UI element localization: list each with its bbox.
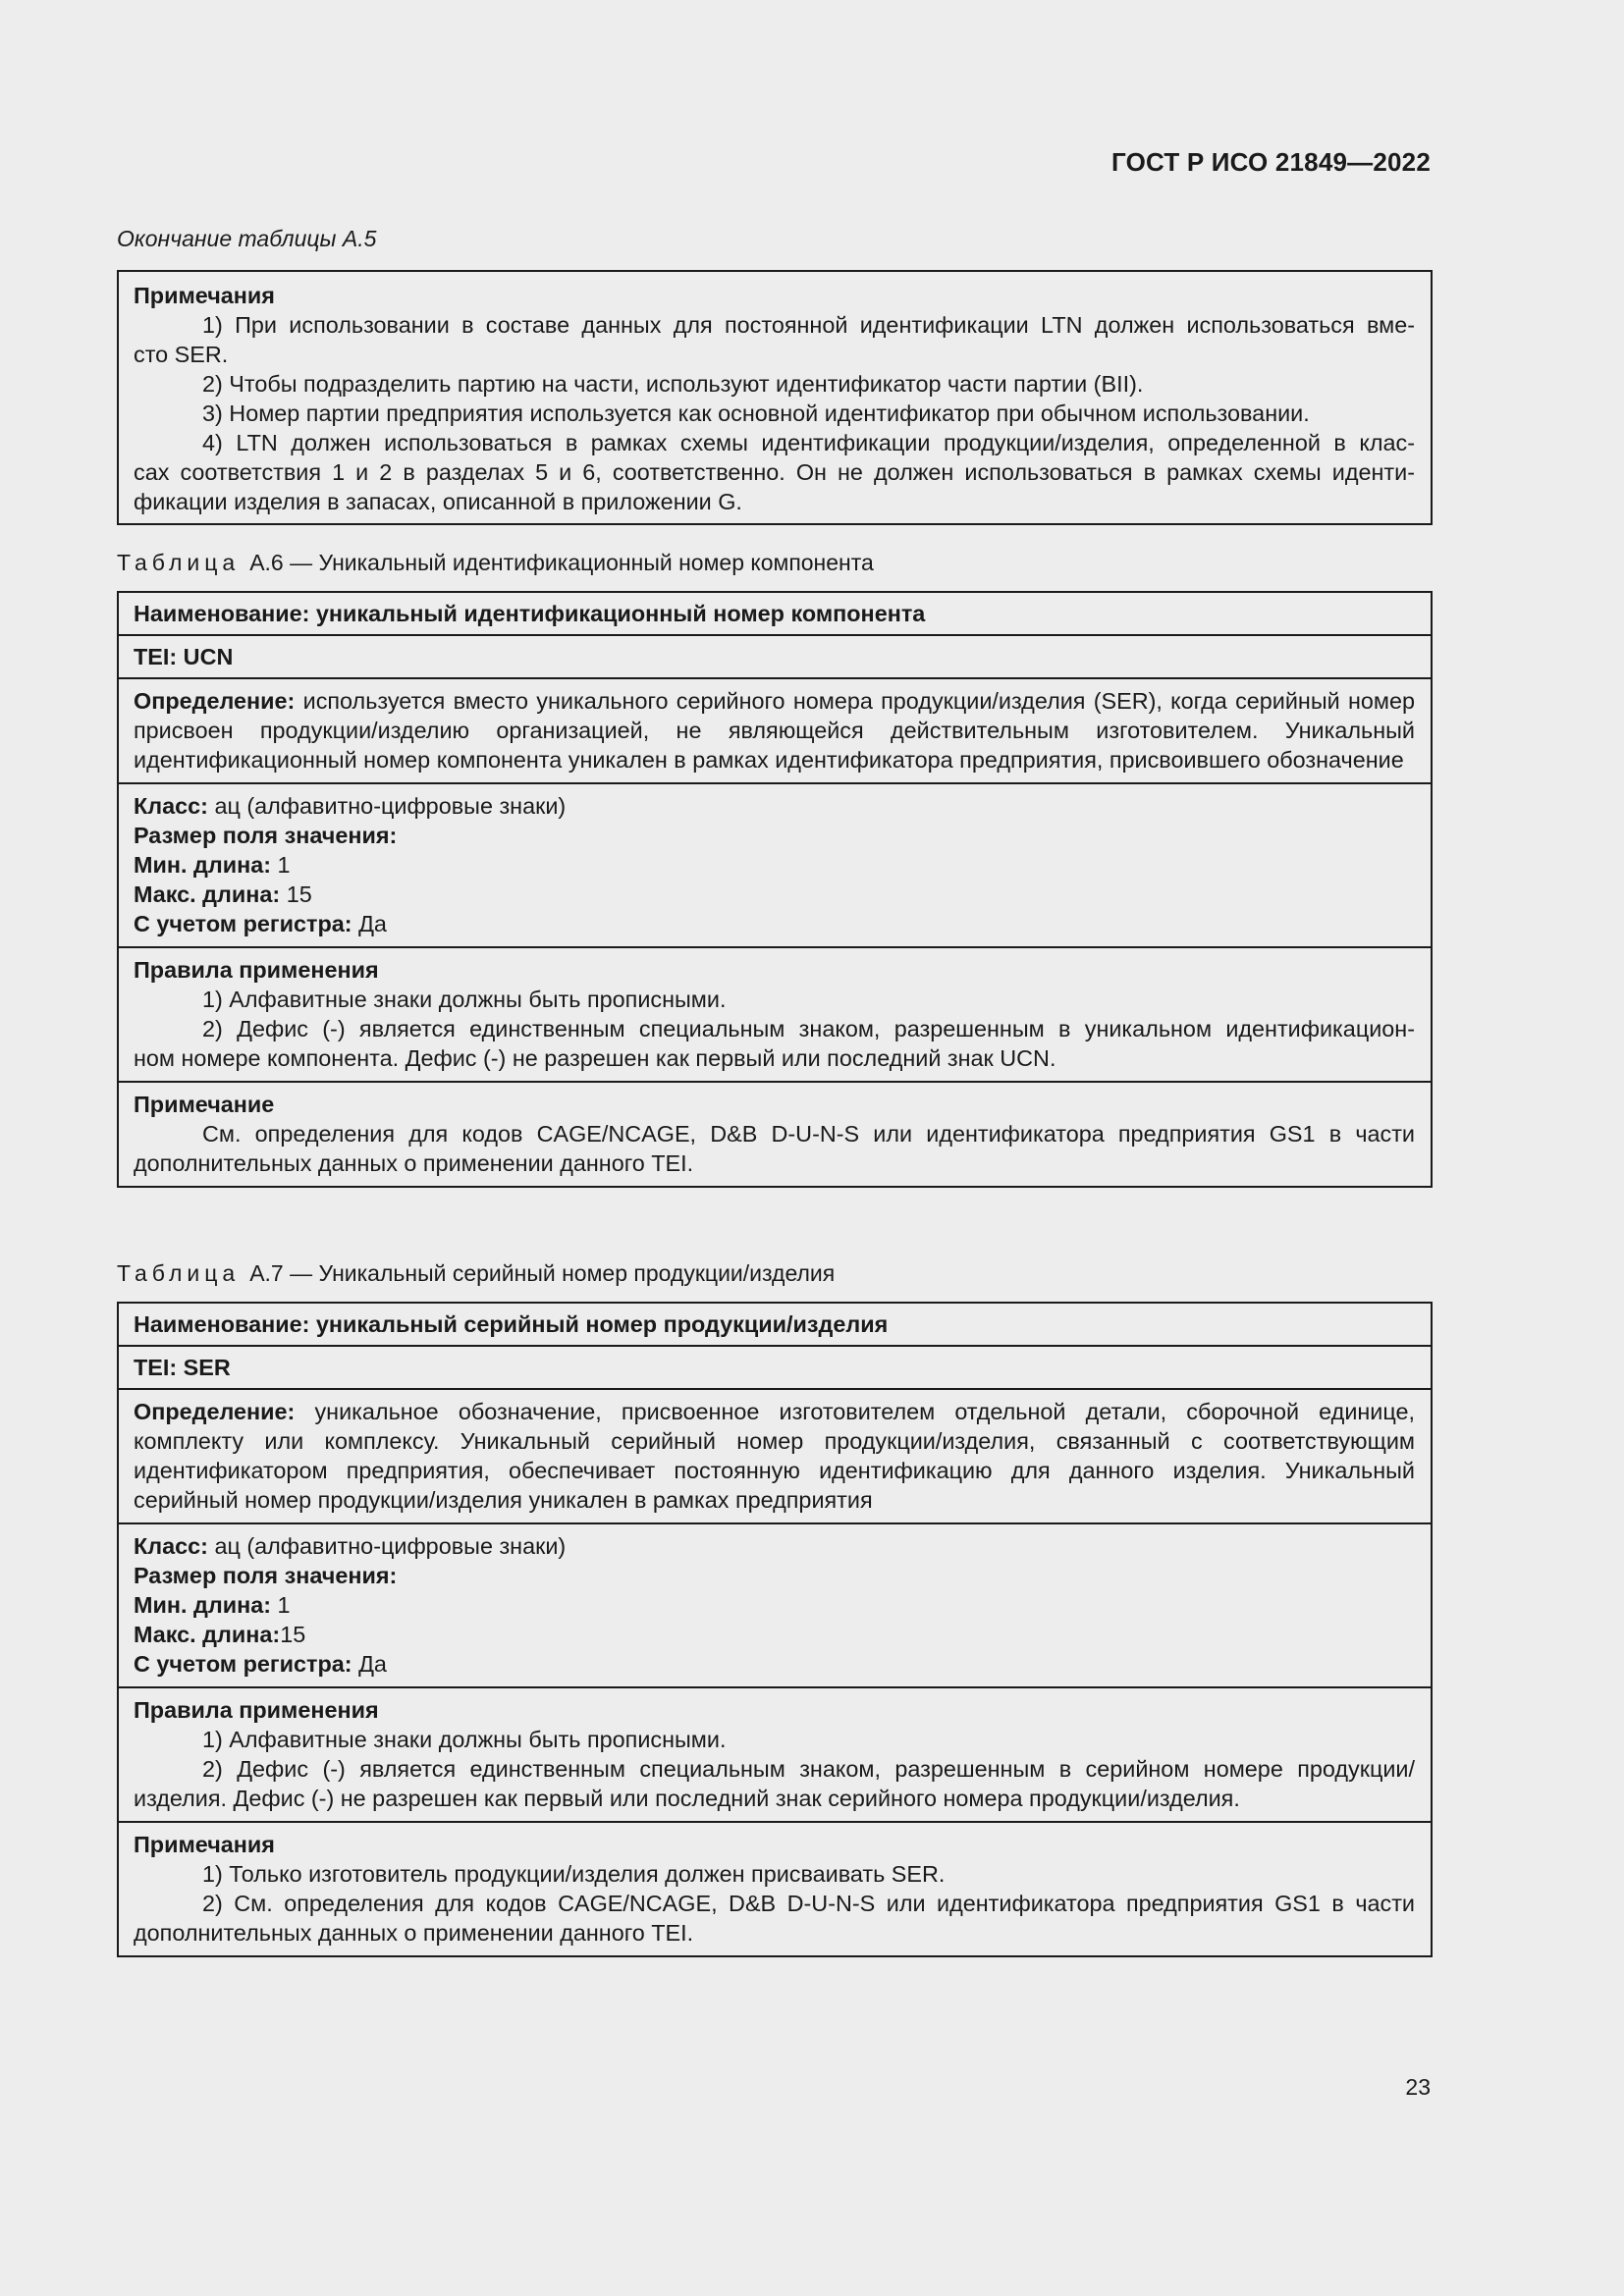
table-a6 bbox=[117, 591, 1433, 1188]
note-2: 2) Чтобы подразделить партию на части, используют идентификатор части партии (BII). bbox=[202, 371, 1144, 397]
table-a5-notes bbox=[117, 270, 1433, 525]
rules-title: Правила применения bbox=[134, 957, 379, 983]
note-line-2: дополнительных данных о применении данного TEI. bbox=[134, 1150, 694, 1176]
table-a7-class-row: Класс: ац (алфавитно-цифровые знаки) Размер поля значения: Мин. длина: 1 Макс. длина:15 С учетом регистра: Да bbox=[118, 1523, 1432, 1687]
case-sensitive-value: Да bbox=[358, 1651, 387, 1677]
table-a7-caption-word: Таблица bbox=[117, 1260, 241, 1286]
max-length-value: 15 bbox=[280, 1622, 306, 1647]
page-number: 23 bbox=[1405, 2074, 1431, 2100]
note-2-line-2: дополнительных данных о применении данного TEI. bbox=[134, 1920, 694, 1946]
definition-text: уникальное обозначение, присвоенное изготовителем отдельной детали, сборочной единице, комплекту или комплексу. Уникальный серийный номер продукции/изделия, связанный с соответствующим идентификатором предприятия, обеспечивает постоянную идентификацию для данного изделия. Уникальный серийный номер продукции/изделия уникален в рамках предприятия bbox=[134, 1399, 1416, 1513]
definition-label: Определение: bbox=[134, 688, 296, 714]
table-a6-tei-row: TEI: UCN bbox=[118, 635, 1432, 678]
note-4-line-2: сах соответствия 1 и 2 в разделах 5 и 6, соответственно. Он не должен использоваться в рамках схемы иденти- bbox=[134, 459, 1415, 485]
note-line-1: См. определения для кодов CAGE/NCAGE, D&B D-U-N-S или идентификатора предприятия GS1 в части bbox=[202, 1121, 1415, 1147]
table-a6-caption-text: А.6 — Уникальный идентификационный номер компонента bbox=[249, 550, 874, 575]
notes-title: Примечания bbox=[134, 283, 275, 308]
table-a7-notes-row bbox=[118, 1822, 1432, 1956]
max-length-value: 15 bbox=[286, 881, 312, 907]
rule-1: 1) Алфавитные знаки должны быть прописными. bbox=[202, 1727, 727, 1752]
field-size-label: Размер поля значения: bbox=[134, 823, 398, 848]
min-length-value: 1 bbox=[277, 1592, 291, 1618]
table-a7-caption bbox=[117, 1260, 835, 1287]
table-continuation-caption: Окончание таблицы А.5 bbox=[117, 226, 377, 251]
class-value: ац (алфавитно-цифровые знаки) bbox=[214, 793, 567, 819]
table-a6-name-row: Наименование: уникальный идентификационный номер компонента bbox=[118, 592, 1432, 635]
table-a7 bbox=[117, 1302, 1433, 1957]
table-a7-rules-row bbox=[118, 1687, 1432, 1822]
table-a6-rules-row bbox=[118, 947, 1432, 1082]
note-1-line-2: сто SER. bbox=[134, 342, 229, 367]
document-number-header: ГОСТ Р ИСО 21849—2022 bbox=[1110, 147, 1431, 177]
table-a6-note-row bbox=[118, 1082, 1432, 1187]
notes-cell bbox=[118, 271, 1432, 524]
table-a6-caption bbox=[117, 550, 874, 576]
table-a7-definition-row bbox=[118, 1389, 1432, 1523]
rule-2-line-2: изделия. Дефис (-) не разрешен как первый или последний знак серийного номера продукции/изделия. bbox=[134, 1786, 1240, 1811]
rules-title: Правила применения bbox=[134, 1697, 379, 1723]
field-size-label: Размер поля значения: bbox=[134, 1563, 398, 1588]
definition-text: используется вместо уникального серийного номера продукции/изделия (SER), когда серийный номер присвоен продукции/изделию организацией, не являющейся действительным изготовителем. Уникальный идентификационный номер компонента уникален в рамках идентификатора предприятия, присвоившего обозначение bbox=[134, 688, 1416, 773]
definition-label: Определение: bbox=[134, 1399, 296, 1424]
note-4-line-3: фикации изделия в запасах, описанной в приложении G. bbox=[134, 489, 742, 514]
table-a7-tei-row: TEI: SER bbox=[118, 1346, 1432, 1389]
note-1-line-1: 1) При использовании в составе данных для постоянной идентификации LTN должен использоваться вме- bbox=[202, 312, 1415, 338]
note-title: Примечание bbox=[134, 1092, 275, 1117]
table-a7-name-row: Наименование: уникальный серийный номер продукции/изделия bbox=[118, 1303, 1432, 1346]
note-3: 3) Номер партии предприятия используется как основной идентификатор при обычном использовании. bbox=[202, 400, 1310, 426]
note-2-line-1: 2) См. определения для кодов CAGE/NCAGE, D&B D-U-N-S или идентификатора предприятия GS1 в части bbox=[202, 1891, 1415, 1916]
rule-1: 1) Алфавитные знаки должны быть прописными. bbox=[202, 987, 727, 1012]
table-a6-caption-word: Таблица bbox=[117, 550, 241, 575]
note-1: 1) Только изготовитель продукции/изделия должен присваивать SER. bbox=[202, 1861, 946, 1887]
rule-2-line-1: 2) Дефис (-) является единственным специальным знаком, разрешенным в серийном номере продукции/ bbox=[202, 1756, 1415, 1782]
table-a6-definition-row bbox=[118, 678, 1432, 783]
min-length-value: 1 bbox=[277, 852, 291, 878]
rule-2-line-2: ном номере компонента. Дефис (-) не разрешен как первый или последний знак UCN. bbox=[134, 1045, 1056, 1071]
table-a6-class-row: Класс: ац (алфавитно-цифровые знаки) Размер поля значения: Мин. длина: 1 Макс. длина: 15 С учетом регистра: Да bbox=[118, 783, 1432, 947]
case-sensitive-value: Да bbox=[358, 911, 387, 936]
note-4-line-1: 4) LTN должен использоваться в рамках схемы идентификации продукции/изделия, определенной в клас- bbox=[202, 430, 1415, 455]
notes-title: Примечания bbox=[134, 1832, 275, 1857]
table-a7-caption-text: А.7 — Уникальный серийный номер продукции/изделия bbox=[249, 1260, 836, 1286]
class-value: ац (алфавитно-цифровые знаки) bbox=[214, 1533, 567, 1559]
rule-2-line-1: 2) Дефис (-) является единственным специальным знаком, разрешенным в уникальном идентификацион- bbox=[202, 1016, 1415, 1041]
